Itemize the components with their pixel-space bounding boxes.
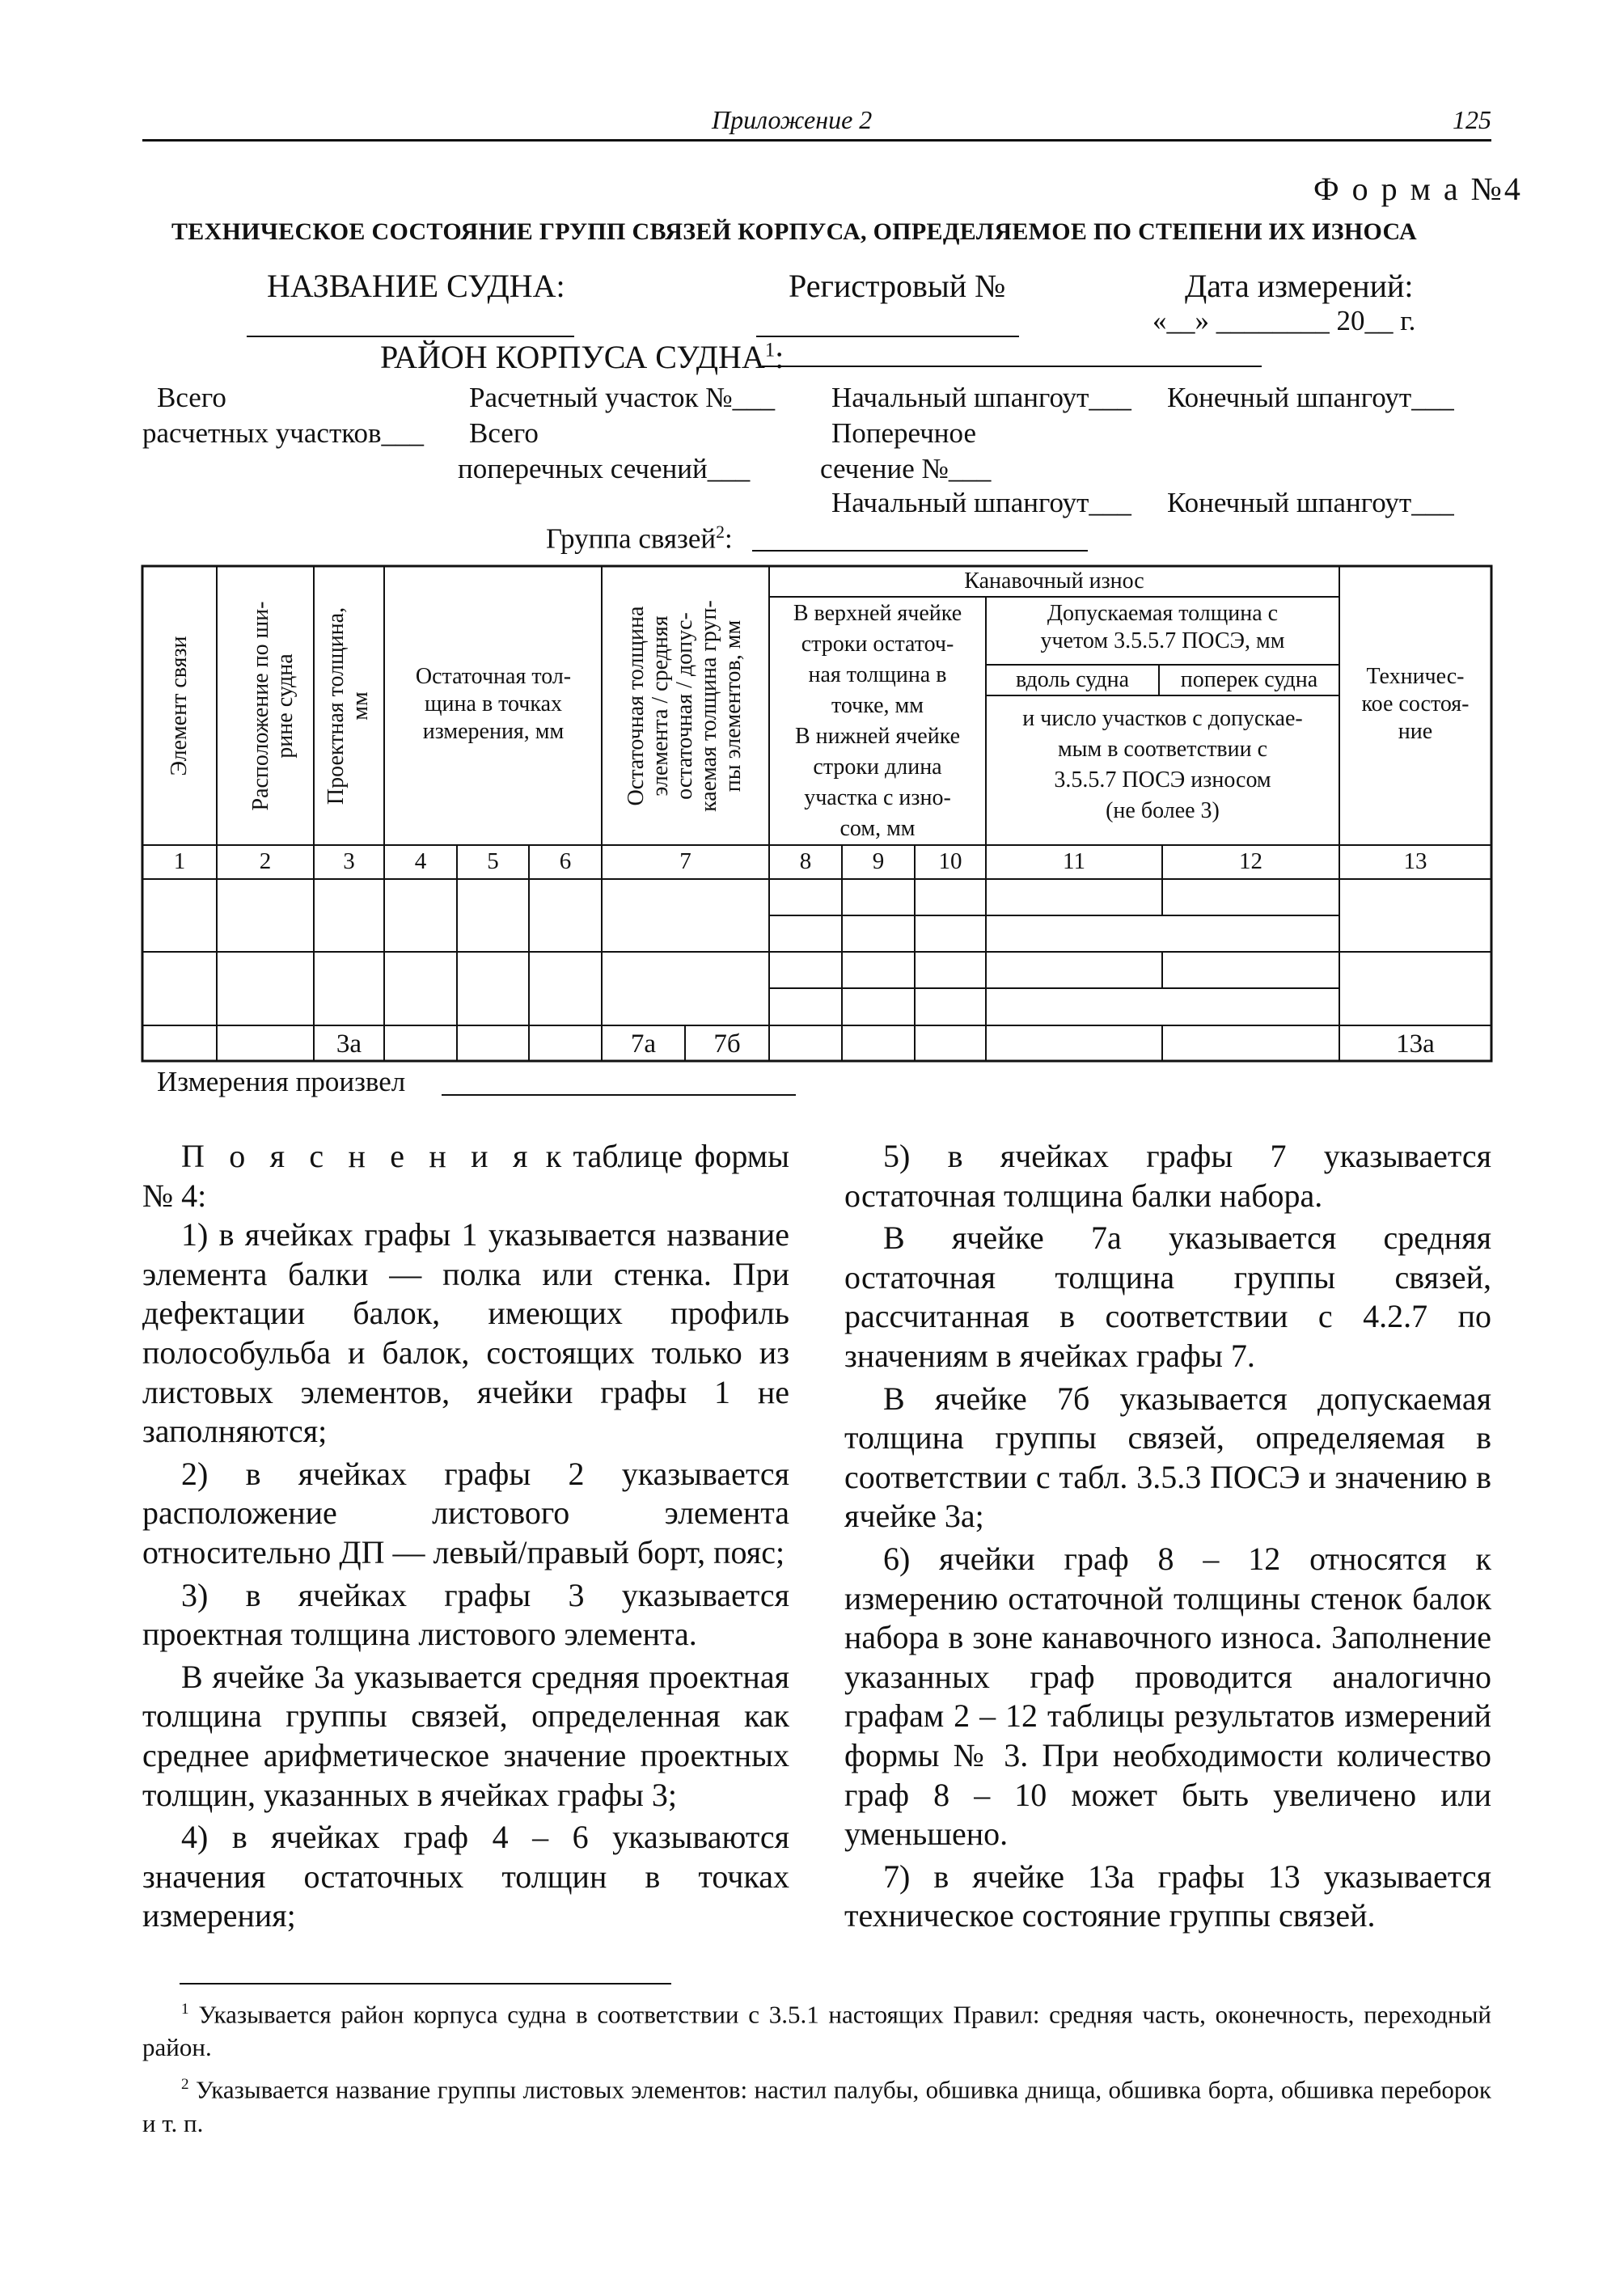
end-frame-1-label: Конечный шпангоут___ bbox=[1167, 382, 1454, 413]
total-sections-label: Всего bbox=[157, 382, 226, 413]
total-sections-label-2: расчетных участков___ bbox=[142, 417, 425, 449]
col-number: 11 bbox=[1063, 848, 1085, 874]
ship-name-label: НАЗВАНИЕ СУДНА: bbox=[267, 268, 565, 304]
col-number: 6 bbox=[559, 848, 572, 874]
form-table bbox=[0, 0, 1624, 1067]
cell-7a: 7а bbox=[630, 1029, 657, 1059]
notes-right-column bbox=[844, 1137, 1491, 1936]
footnote-2: $^2$ Указывается название группы листовых элементов: настил палубы, обшивка днища, обшивка борта, обшивка переборок и т. п. bbox=[142, 2075, 1491, 2137]
col-number: 13 bbox=[1403, 848, 1427, 874]
col-number: 12 bbox=[1239, 848, 1262, 874]
groove-wear-header: Канавочный износ bbox=[964, 569, 1144, 594]
footnotes bbox=[142, 1993, 1491, 2144]
cell-3a: 3а bbox=[336, 1029, 362, 1059]
note-paragraph: В ячейке 7б указывается допускаемая толщина группы связей, определяемая в соответствии с табл. 3.5.3 ПОСЭ и значению в ячейке 3а; bbox=[844, 1380, 1491, 1535]
page-number: 125 bbox=[1453, 105, 1491, 134]
measured-by-label: Измерения произвел bbox=[157, 1066, 406, 1097]
col-number: 8 bbox=[799, 848, 812, 874]
cross-section-label: Поперечное bbox=[831, 417, 976, 449]
footnote-rule bbox=[180, 1983, 671, 1985]
total-cross-label-2: поперечных сечений___ bbox=[458, 453, 751, 484]
note-paragraph: 6) ячейки граф 8 – 12 относятся к измерению остаточной толщины стенок балок набора в зоне канавочного износа. Заполнение указанных граф проводится аналогично графам 2 – 12 таблицы результатов измерений формы № 3. При необходимости количество граф 8 – 10 может быть увеличено или уменьшено. bbox=[844, 1540, 1491, 1853]
col-number: 10 bbox=[938, 848, 962, 874]
allowable-thickness-header: Допускаемая толщина с учетом 3.5.5.7 ПОСЭ, мм bbox=[1040, 601, 1285, 653]
col-number: 4 bbox=[414, 848, 427, 874]
note-paragraph: 5) в ячейках графы 7 указывается остаточная толщина балки набора. bbox=[844, 1138, 1491, 1214]
col-number: 9 bbox=[872, 848, 885, 874]
form-label: Ф о р м а №4 bbox=[1313, 171, 1523, 207]
notes-heading: П о я с н е н и я к таблице формы № 4: bbox=[142, 1138, 789, 1214]
col13-header: Техничес- кое состоя- ние bbox=[1361, 664, 1470, 744]
upper-lower-cell-header: В верхней ячейке строки остаточ- ная толщина в точке, мм В нижней ячейке строки длина участка с изно- сом, мм bbox=[793, 601, 962, 841]
note-paragraph: В ячейке 7а указывается средняя остаточная толщина группы связей, рассчитанная в соответствии с 4.2.7 по значениям в ячейках графы 7. bbox=[844, 1219, 1491, 1374]
start-frame-2-label: Начальный шпангоут___ bbox=[831, 487, 1131, 518]
register-no-label: Регистровый № bbox=[789, 268, 1006, 304]
note-paragraph: 3) в ячейках графы 3 указывается проектная толщина листового элемента. bbox=[142, 1576, 789, 1653]
col7-header: Остаточная толщина элемента / средняя остаточная / допус- каемая толщина груп- пы элементов, мм bbox=[624, 600, 746, 812]
calc-section-label: Расчетный участок №___ bbox=[469, 382, 776, 413]
col-number: 1 bbox=[173, 848, 186, 874]
measured-by-line bbox=[442, 1094, 796, 1096]
footnote-1: $^1$ Указывается район корпуса судна в соответствии с 3.5.1 настоящих Правил: средняя часть, оконечность, переходный район. bbox=[142, 2000, 1491, 2062]
measure-date-label: Дата измерений: bbox=[1185, 268, 1414, 304]
col3-header: Проектная толщина, мм bbox=[324, 607, 373, 805]
note-paragraph: 2) в ячейках графы 2 указывается расположение листового элемента относительно ДП — левый/правый борт, пояс; bbox=[142, 1455, 789, 1570]
notes-left-column bbox=[142, 1137, 789, 1936]
cell-7b: 7б bbox=[713, 1029, 741, 1059]
note-paragraph: 7) в ячейке 13а графы 13 указывается техническое состояние группы связей. bbox=[844, 1858, 1491, 1934]
measure-date-template: «__» ________ 20__ г. bbox=[1152, 305, 1416, 336]
col-number: 5 bbox=[487, 848, 499, 874]
note-paragraph: 4) в ячейках граф 4 – 6 указываются значения остаточных толщин в точках измерения; bbox=[142, 1819, 789, 1934]
group-label: Группа связей$^2$: bbox=[546, 522, 733, 555]
hull-region-label: РАЙОН КОРПУСА СУДНА$^1$: bbox=[380, 339, 785, 375]
end-frame-2-label: Конечный шпангоут___ bbox=[1167, 487, 1454, 518]
note-paragraph: 1) в ячейках графы 1 указывается название элемента балки — полка или стенка. При дефектации балок, имеющих профиль полособульба и балок, состоящих только из листовых элементов, ячейки графы 1 не заполняются; bbox=[142, 1216, 789, 1450]
col2-header: Расположение по ши- рине судна bbox=[248, 601, 298, 811]
across-ship-header: поперек судна bbox=[1180, 667, 1318, 692]
note-paragraph: В ячейке 3а указывается средняя проектная толщина группы связей, определенная как среднее арифметическое значение проектных толщин, указанных в ячейках графы 3; bbox=[142, 1658, 789, 1813]
running-header-appendix: Приложение 2 bbox=[712, 105, 873, 134]
col-number: 3 bbox=[343, 848, 355, 874]
page-title: ТЕХНИЧЕСКОЕ СОСТОЯНИЕ ГРУПП СВЯЗЕЙ КОРПУСА, ОПРЕДЕЛЯЕМОЕ ПО СТЕПЕНИ ИХ ИЗНОСА bbox=[171, 218, 1417, 245]
start-frame-1-label: Начальный шпангоут___ bbox=[831, 382, 1131, 413]
col-number: 2 bbox=[259, 848, 272, 874]
cross-section-label-2: сечение №___ bbox=[820, 453, 992, 484]
col-number: 7 bbox=[679, 848, 691, 874]
cell-13a: 13а bbox=[1396, 1029, 1435, 1059]
along-ship-header: вдоль судна bbox=[1015, 667, 1130, 692]
total-cross-label: Всего bbox=[469, 417, 539, 449]
col1-header: Элемент связи bbox=[167, 636, 192, 776]
sections-count-header: и число участков с допускае- мым в соответствии с 3.5.5.7 ПОСЭ износом (не более 3) bbox=[1022, 706, 1303, 823]
col456-header: Остаточная тол- щина в точках измерения, мм bbox=[415, 664, 572, 744]
